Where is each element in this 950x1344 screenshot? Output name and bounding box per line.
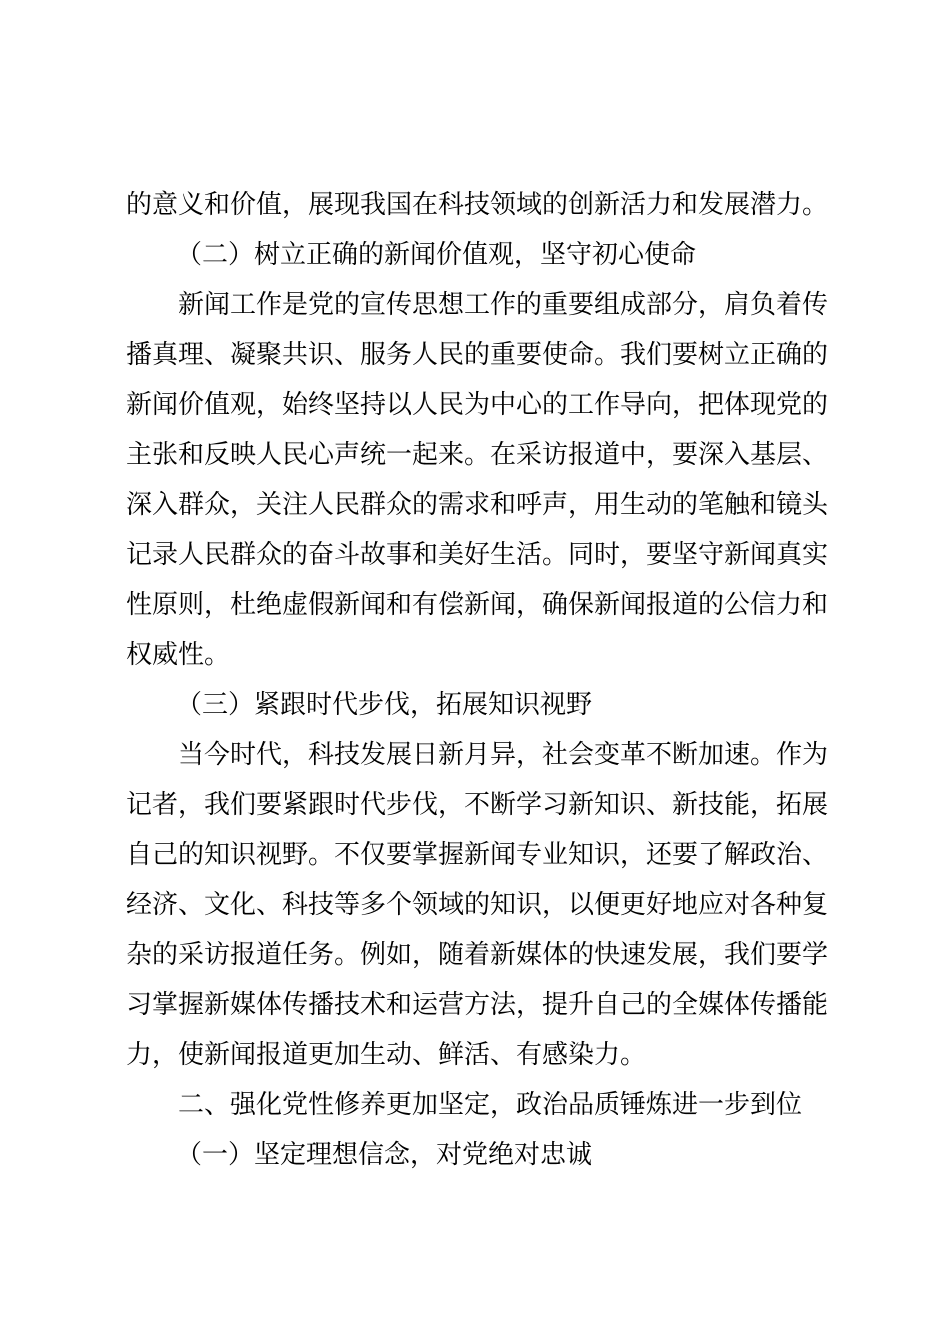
body-text-line: 记者，我们要紧跟时代步伐，不断学习新知识、新技能，拓展 xyxy=(126,790,829,820)
section-heading-1: （一）坚定理想信念，对党绝对忠诚 xyxy=(176,1140,593,1170)
body-text-line: 权威性。 xyxy=(126,640,231,670)
body-text-line: 深入群众，关注人民群众的需求和呼声，用生动的笔触和镜头 xyxy=(126,490,829,520)
body-text-line: 的意义和价值，展现我国在科技领域的创新活力和发展潜力。 xyxy=(126,190,829,220)
body-text-line: 记录人民群众的奋斗故事和美好生活。同时，要坚守新闻真实 xyxy=(126,540,829,570)
body-text-line: 自己的知识视野。不仅要掌握新闻专业知识，还要了解政治、 xyxy=(126,840,829,870)
body-text-line: 播真理、凝聚共识、服务人民的重要使命。我们要树立正确的 xyxy=(126,340,829,370)
chapter-heading: 二、强化党性修养更加坚定，政治品质锤炼进一步到位 xyxy=(178,1090,803,1120)
body-text-line: 当今时代，科技发展日新月异，社会变革不断加速。作为 xyxy=(178,740,829,770)
body-text-line: 力，使新闻报道更加生动、鲜活、有感染力。 xyxy=(126,1040,647,1070)
body-text-line: 性原则，杜绝虚假新闻和有偿新闻，确保新闻报道的公信力和 xyxy=(126,590,829,620)
body-text-line: 杂的采访报道任务。例如，随着新媒体的快速发展，我们要学 xyxy=(126,940,829,970)
body-text-line: 新闻价值观，始终坚持以人民为中心的工作导向，把体现党的 xyxy=(126,390,829,420)
body-text-line: 习掌握新媒体传播技术和运营方法，提升自己的全媒体传播能 xyxy=(126,990,829,1020)
section-heading-3: （三）紧跟时代步伐，拓展知识视野 xyxy=(176,690,593,720)
body-text-line: 主张和反映人民心声统一起来。在采访报道中，要深入基层、 xyxy=(126,440,829,470)
section-heading-2: （二）树立正确的新闻价值观，坚守初心使命 xyxy=(176,240,697,270)
body-text-line: 新闻工作是党的宣传思想工作的重要组成部分，肩负着传 xyxy=(178,290,829,320)
body-text-line: 经济、文化、科技等多个领域的知识，以便更好地应对各种复 xyxy=(126,890,829,920)
